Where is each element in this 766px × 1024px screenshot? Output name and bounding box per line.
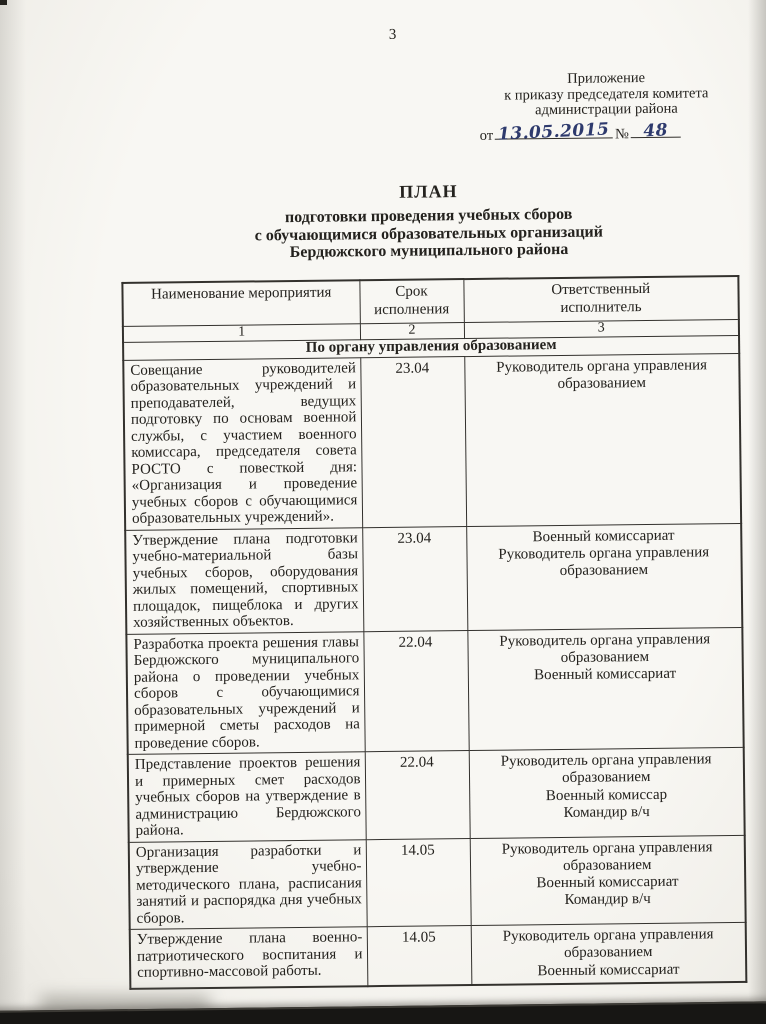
- annex-line-1: Приложение: [567, 70, 646, 87]
- annex-line-2: к приказу председателя комитета: [504, 84, 709, 104]
- column-number-2: 2: [360, 322, 464, 339]
- table-row: [123, 353, 741, 530]
- number-underline: [631, 119, 681, 142]
- from-label: от: [479, 127, 494, 144]
- plan-table: [121, 275, 747, 990]
- document-title: [120, 178, 737, 265]
- annex-line-3: администрации района: [535, 100, 678, 119]
- deadline-cell: 23.04: [362, 526, 467, 631]
- deadline-cell: 23.04: [360, 356, 466, 527]
- title-line-1: ПЛАН: [399, 180, 458, 202]
- table-header-row: [122, 276, 738, 326]
- activity-cell: Совещание руководителей образовательных учреждений и преподавателей, ведущих подготовку по основам военной службы, с участием военного комиссара, председателя совета РОСТО с повесткой дня: «Организация и проведение учебных сборов с обучающимися образовательных учреждений».: [123, 357, 362, 530]
- header-responsible: Ответственный исполнитель: [463, 276, 738, 322]
- table-body: [123, 353, 746, 989]
- deadline-cell: 22.04: [363, 630, 468, 752]
- activity-cell: Утверждение плана военно-патриотического воспитания и спортивно-массовой работы.: [130, 927, 368, 989]
- table-row: [125, 523, 742, 634]
- date-underline: [495, 119, 613, 145]
- order-date-line: [478, 120, 736, 145]
- section-header: По органу управления образованием: [123, 335, 739, 360]
- page-number: 3: [388, 26, 397, 43]
- deadline-cell: 14.05: [367, 926, 472, 986]
- title-line-4: Бердюжского муниципального района: [289, 241, 569, 262]
- activity-cell: Представление проектов решения и примерных смет расходов учебных сборов на утверждение в администрацию Бердюжского района.: [128, 752, 366, 842]
- title-line-3: с обучающимися образовательных организаций: [254, 223, 604, 244]
- table-head-section: [122, 276, 739, 360]
- deadline-cell: 22.04: [365, 751, 470, 840]
- activity-cell: Разработка проекта решения главы Бердюжского муниципального района о проведении учебных сборов с обучающимися образовательных учреждений и примерной сметы расходов на проведение сборов.: [126, 631, 364, 754]
- table-row: [130, 923, 747, 989]
- annex-block: [477, 70, 736, 145]
- activity-cell: Организация разработки и утверждение учебно-методического плана, расписания занятий и распорядка дня учебных сборов.: [129, 839, 367, 929]
- table-row: [128, 748, 745, 842]
- column-number-3: 3: [464, 319, 739, 338]
- table-row: [129, 835, 746, 929]
- responsible-cell: Руководитель органа управления образованием Военный комиссар Командир в/ч: [469, 748, 745, 839]
- number-label: №: [615, 126, 630, 143]
- handwritten-date: 13.05.2015: [497, 119, 611, 145]
- responsible-cell: Руководитель органа управления образованием Военный комиссариат: [471, 923, 747, 985]
- activity-cell: Утверждение плана подготовки учебно-материальной базы учебных сборов, оборудования жилых помещений, спортивных площадок, пищеблока и других хозяйственных объектов.: [125, 527, 363, 634]
- responsible-cell: Руководитель органа управления образованием Военный комиссариат Командир в/ч: [470, 835, 746, 926]
- table-row: [126, 627, 743, 754]
- title-line-2: подготовки проведения учебных сборов: [284, 205, 573, 226]
- handwritten-number: 48: [643, 119, 669, 142]
- header-activity: Наименование мероприятия: [122, 281, 359, 327]
- deadline-cell: 14.05: [366, 838, 471, 927]
- responsible-cell: Военный комиссариат Руководитель органа управления образованием: [466, 523, 742, 630]
- responsible-cell: Руководитель органа управления образованием Военный комиссариат: [467, 627, 743, 751]
- column-number-1: 1: [123, 323, 360, 342]
- header-deadline: Срок исполнения: [359, 279, 463, 323]
- responsible-cell: Руководитель органа управления образованием: [464, 353, 741, 526]
